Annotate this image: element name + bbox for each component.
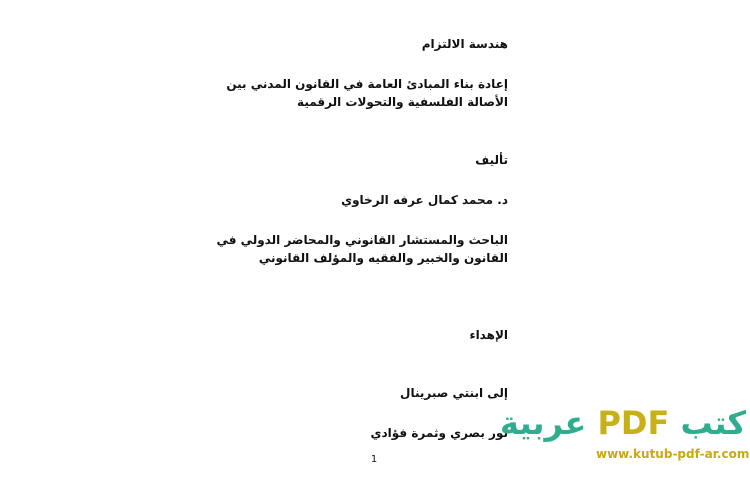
page-number: 1: [370, 454, 378, 465]
subtitle-line-1: إعادة بناء المبادئ العامة في القانون المدني بين: [226, 77, 508, 91]
author-name: د. محمد كمال عرفه الرخاوي: [341, 193, 508, 207]
watermark-pdf: PDF: [597, 404, 670, 442]
author-bio-line-1: الباحث والمستشار القانوني والمحاضر الدولي في: [216, 233, 508, 247]
watermark-title: [500, 404, 746, 442]
book-title: هندسة الالتزام: [421, 37, 508, 51]
watermark-word-arabic: عربية: [500, 404, 587, 442]
author-bio-line-2: القانون والخبير والفقيه والمؤلف القانوني: [258, 251, 508, 265]
watermark-url: www.kutub-pdf-ar.com: [596, 447, 750, 461]
watermark-word-books: كتب: [680, 404, 746, 442]
dedication-label: الإهداء: [469, 328, 508, 342]
dedication-line-1: إلى ابنتي صبرينال: [400, 386, 508, 400]
subtitle-line-2: الأصالة الفلسفية والتحولات الرقمية: [297, 95, 508, 109]
site-watermark: [500, 404, 750, 462]
dedication-line-2: نور بصري وثمرة فؤادي: [370, 426, 508, 440]
authorship-label: تأليف: [475, 153, 508, 167]
